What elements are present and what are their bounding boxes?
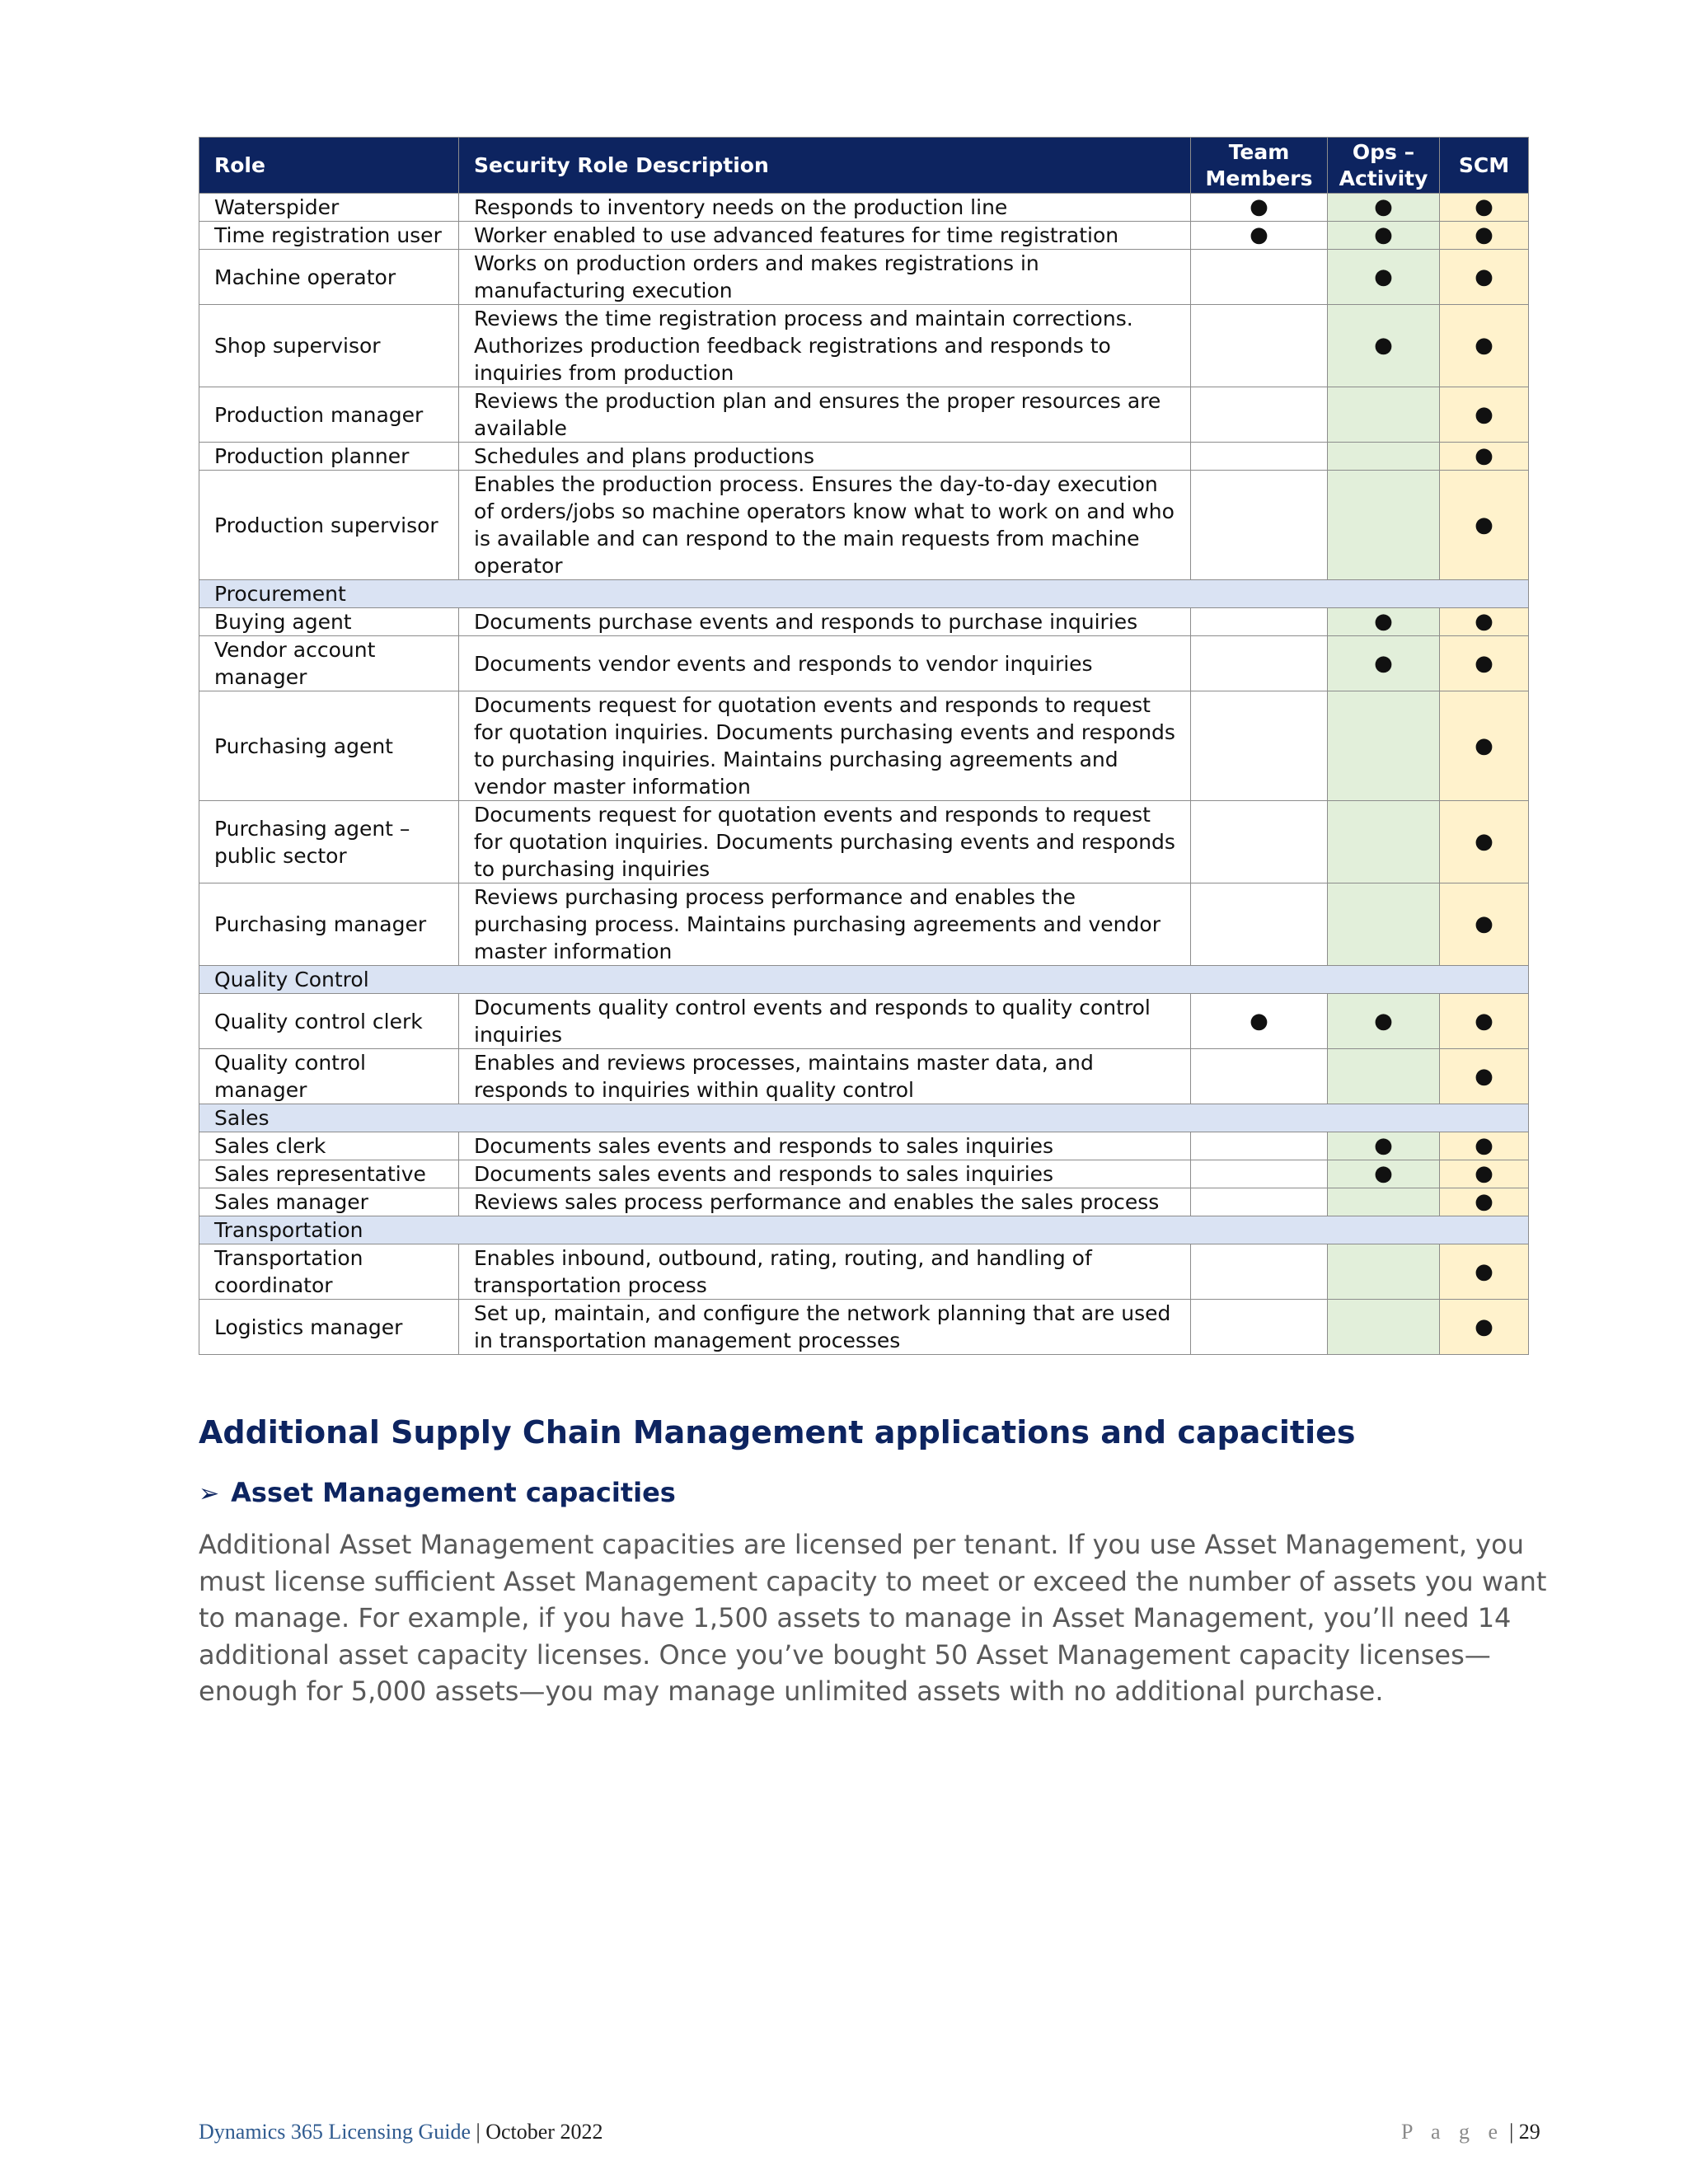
role-cell: Buying agent bbox=[199, 608, 459, 636]
ops-activity-check: ● bbox=[1328, 636, 1440, 691]
role-cell: Shop supervisor bbox=[199, 305, 459, 387]
scm-check: ● bbox=[1440, 194, 1529, 222]
ops-activity-empty bbox=[1328, 1244, 1440, 1300]
team-members-empty bbox=[1191, 1188, 1328, 1216]
description-cell: Reviews the production plan and ensures the proper resources are available bbox=[459, 387, 1191, 443]
role-cell: Quality control manager bbox=[199, 1049, 459, 1104]
scm-check: ● bbox=[1440, 608, 1529, 636]
ops-activity-empty bbox=[1328, 387, 1440, 443]
table-row bbox=[199, 801, 1529, 883]
ops-activity-empty bbox=[1328, 883, 1440, 966]
team-members-check: ● bbox=[1191, 194, 1328, 222]
table-row bbox=[199, 1132, 1529, 1160]
description-cell: Documents request for quotation events and responds to request for quotation inquiries. Documents purchasing events and responds to purchasing inquiries. Maintains purchasing agreements and vendor master information bbox=[459, 691, 1191, 801]
header-team-members: Team Members bbox=[1191, 138, 1328, 194]
scm-check: ● bbox=[1440, 387, 1529, 443]
ops-activity-empty bbox=[1328, 801, 1440, 883]
section-label: Sales bbox=[199, 1104, 1529, 1132]
team-members-empty bbox=[1191, 636, 1328, 691]
role-cell: Logistics manager bbox=[199, 1300, 459, 1355]
description-cell: Documents purchase events and responds to purchase inquiries bbox=[459, 608, 1191, 636]
role-cell: Purchasing manager bbox=[199, 883, 459, 966]
ops-activity-check: ● bbox=[1328, 305, 1440, 387]
description-cell: Reviews purchasing process performance and enables the purchasing process. Maintains purchasing agreements and vendor master information bbox=[459, 883, 1191, 966]
team-members-empty bbox=[1191, 801, 1328, 883]
header-scm: SCM bbox=[1440, 138, 1529, 194]
role-cell: Quality control clerk bbox=[199, 994, 459, 1049]
header-description: Security Role Description bbox=[459, 138, 1191, 194]
ops-activity-check: ● bbox=[1328, 194, 1440, 222]
footer-guide-title: Dynamics 365 Licensing Guide bbox=[199, 2120, 471, 2144]
section-heading: Additional Supply Chain Management applications and capacities bbox=[199, 1414, 1356, 1451]
role-cell: Machine operator bbox=[199, 250, 459, 305]
table-row bbox=[199, 1300, 1529, 1355]
team-members-empty bbox=[1191, 691, 1328, 801]
subheading-text: Asset Management capacities bbox=[231, 1477, 676, 1508]
page-separator: | bbox=[1509, 2120, 1519, 2144]
description-cell: Works on production orders and makes registrations in manufacturing execution bbox=[459, 250, 1191, 305]
scm-check: ● bbox=[1440, 471, 1529, 580]
header-role: Role bbox=[199, 138, 459, 194]
role-cell: Sales manager bbox=[199, 1188, 459, 1216]
scm-check: ● bbox=[1440, 1132, 1529, 1160]
team-members-empty bbox=[1191, 1300, 1328, 1355]
table-row bbox=[199, 250, 1529, 305]
role-cell: Production supervisor bbox=[199, 471, 459, 580]
team-members-empty bbox=[1191, 1132, 1328, 1160]
table-row bbox=[199, 1188, 1529, 1216]
footer-separator: | bbox=[471, 2120, 486, 2144]
ops-activity-check: ● bbox=[1328, 250, 1440, 305]
table-row bbox=[199, 1244, 1529, 1300]
table-row bbox=[199, 1160, 1529, 1188]
scm-check: ● bbox=[1440, 1300, 1529, 1355]
team-members-empty bbox=[1191, 883, 1328, 966]
table-row bbox=[199, 691, 1529, 801]
team-members-empty bbox=[1191, 305, 1328, 387]
section-row-quality-control bbox=[199, 966, 1529, 994]
ops-activity-check: ● bbox=[1328, 608, 1440, 636]
description-cell: Documents request for quotation events and responds to request for quotation inquiries. Documents purchasing events and responds to purchasing inquiries bbox=[459, 801, 1191, 883]
table-row bbox=[199, 471, 1529, 580]
role-cell: Sales representative bbox=[199, 1160, 459, 1188]
scm-check: ● bbox=[1440, 1188, 1529, 1216]
scm-check: ● bbox=[1440, 1244, 1529, 1300]
description-cell: Responds to inventory needs on the production line bbox=[459, 194, 1191, 222]
scm-check: ● bbox=[1440, 636, 1529, 691]
scm-check: ● bbox=[1440, 883, 1529, 966]
team-members-empty bbox=[1191, 1160, 1328, 1188]
table-header-row bbox=[199, 138, 1529, 194]
scm-check: ● bbox=[1440, 1049, 1529, 1104]
team-members-check: ● bbox=[1191, 994, 1328, 1049]
table-row bbox=[199, 222, 1529, 250]
table-row bbox=[199, 636, 1529, 691]
table-row bbox=[199, 994, 1529, 1049]
ops-activity-check: ● bbox=[1328, 1160, 1440, 1188]
table-row bbox=[199, 1049, 1529, 1104]
body-paragraph: Additional Asset Management capacities are licensed per tenant. If you use Asset Management, you must license sufficient Asset Management capacity to meet or exceed the number of assets you want to manage. For example, if you have 1,500 assets to manage in Asset Management, you’ll need 14 additional asset capacity licenses. Once you’ve bought 50 Asset Management capacity licenses—enough for 5,000 assets—you may manage unlimited assets with no additional purchase. bbox=[199, 1529, 1547, 1707]
description-cell: Enables inbound, outbound, rating, routing, and handling of transportation process bbox=[459, 1244, 1191, 1300]
team-members-empty bbox=[1191, 443, 1328, 471]
section-label: Transportation bbox=[199, 1216, 1529, 1244]
role-cell: Purchasing agent bbox=[199, 691, 459, 801]
arrow-bullet-icon: ➢ bbox=[199, 1479, 220, 1508]
description-cell: Reviews the time registration process and maintain corrections. Authorizes production feedback registrations and responds to inquiries from production bbox=[459, 305, 1191, 387]
scm-check: ● bbox=[1440, 443, 1529, 471]
ops-activity-empty bbox=[1328, 443, 1440, 471]
description-cell: Enables and reviews processes, maintains master data, and responds to inquiries within quality control bbox=[459, 1049, 1191, 1104]
team-members-empty bbox=[1191, 471, 1328, 580]
ops-activity-empty bbox=[1328, 1300, 1440, 1355]
team-members-check: ● bbox=[1191, 222, 1328, 250]
description-cell: Documents vendor events and responds to vendor inquiries bbox=[459, 636, 1191, 691]
role-cell: Sales clerk bbox=[199, 1132, 459, 1160]
role-cell: Production planner bbox=[199, 443, 459, 471]
ops-activity-empty bbox=[1328, 1049, 1440, 1104]
ops-activity-check: ● bbox=[1328, 1132, 1440, 1160]
team-members-empty bbox=[1191, 608, 1328, 636]
role-cell: Time registration user bbox=[199, 222, 459, 250]
ops-activity-check: ● bbox=[1328, 994, 1440, 1049]
description-cell: Worker enabled to use advanced features for time registration bbox=[459, 222, 1191, 250]
page-label: P a g e bbox=[1401, 2120, 1505, 2144]
description-cell: Enables the production process. Ensures the day-to-day execution of orders/jobs so machine operators know what to work on and who is available and can respond to the main requests from machine operator bbox=[459, 471, 1191, 580]
scm-check: ● bbox=[1440, 1160, 1529, 1188]
role-cell: Production manager bbox=[199, 387, 459, 443]
ops-activity-empty bbox=[1328, 1188, 1440, 1216]
team-members-empty bbox=[1191, 250, 1328, 305]
role-cell: Purchasing agent – public sector bbox=[199, 801, 459, 883]
scm-check: ● bbox=[1440, 801, 1529, 883]
section-row-sales bbox=[199, 1104, 1529, 1132]
footer-left bbox=[199, 2120, 603, 2144]
section-row-transportation bbox=[199, 1216, 1529, 1244]
description-cell: Set up, maintain, and configure the network planning that are used in transportation management processes bbox=[459, 1300, 1191, 1355]
team-members-empty bbox=[1191, 1244, 1328, 1300]
role-cell: Transportation coordinator bbox=[199, 1244, 459, 1300]
description-cell: Reviews sales process performance and enables the sales process bbox=[459, 1188, 1191, 1216]
role-cell: Vendor account manager bbox=[199, 636, 459, 691]
table-row bbox=[199, 387, 1529, 443]
table-row bbox=[199, 194, 1529, 222]
table-row bbox=[199, 443, 1529, 471]
page-number: 29 bbox=[1518, 2120, 1540, 2144]
section-label: Procurement bbox=[199, 580, 1529, 608]
ops-activity-check: ● bbox=[1328, 222, 1440, 250]
section-row-procurement bbox=[199, 580, 1529, 608]
description-cell: Schedules and plans productions bbox=[459, 443, 1191, 471]
role-cell: Waterspider bbox=[199, 194, 459, 222]
scm-check: ● bbox=[1440, 222, 1529, 250]
ops-activity-empty bbox=[1328, 471, 1440, 580]
footer-page bbox=[1401, 2120, 1540, 2144]
scm-check: ● bbox=[1440, 994, 1529, 1049]
description-cell: Documents sales events and responds to sales inquiries bbox=[459, 1160, 1191, 1188]
security-roles-table bbox=[199, 137, 1529, 1355]
team-members-empty bbox=[1191, 387, 1328, 443]
table-row bbox=[199, 883, 1529, 966]
team-members-empty bbox=[1191, 1049, 1328, 1104]
table-row bbox=[199, 608, 1529, 636]
footer-date: October 2022 bbox=[485, 2120, 603, 2144]
header-ops-activity: Ops – Activity bbox=[1328, 138, 1440, 194]
scm-check: ● bbox=[1440, 305, 1529, 387]
scm-check: ● bbox=[1440, 250, 1529, 305]
description-cell: Documents sales events and responds to sales inquiries bbox=[459, 1132, 1191, 1160]
description-cell: Documents quality control events and responds to quality control inquiries bbox=[459, 994, 1191, 1049]
section-label: Quality Control bbox=[199, 966, 1529, 994]
subheading bbox=[199, 1477, 676, 1508]
table-row bbox=[199, 305, 1529, 387]
ops-activity-empty bbox=[1328, 691, 1440, 801]
scm-check: ● bbox=[1440, 691, 1529, 801]
